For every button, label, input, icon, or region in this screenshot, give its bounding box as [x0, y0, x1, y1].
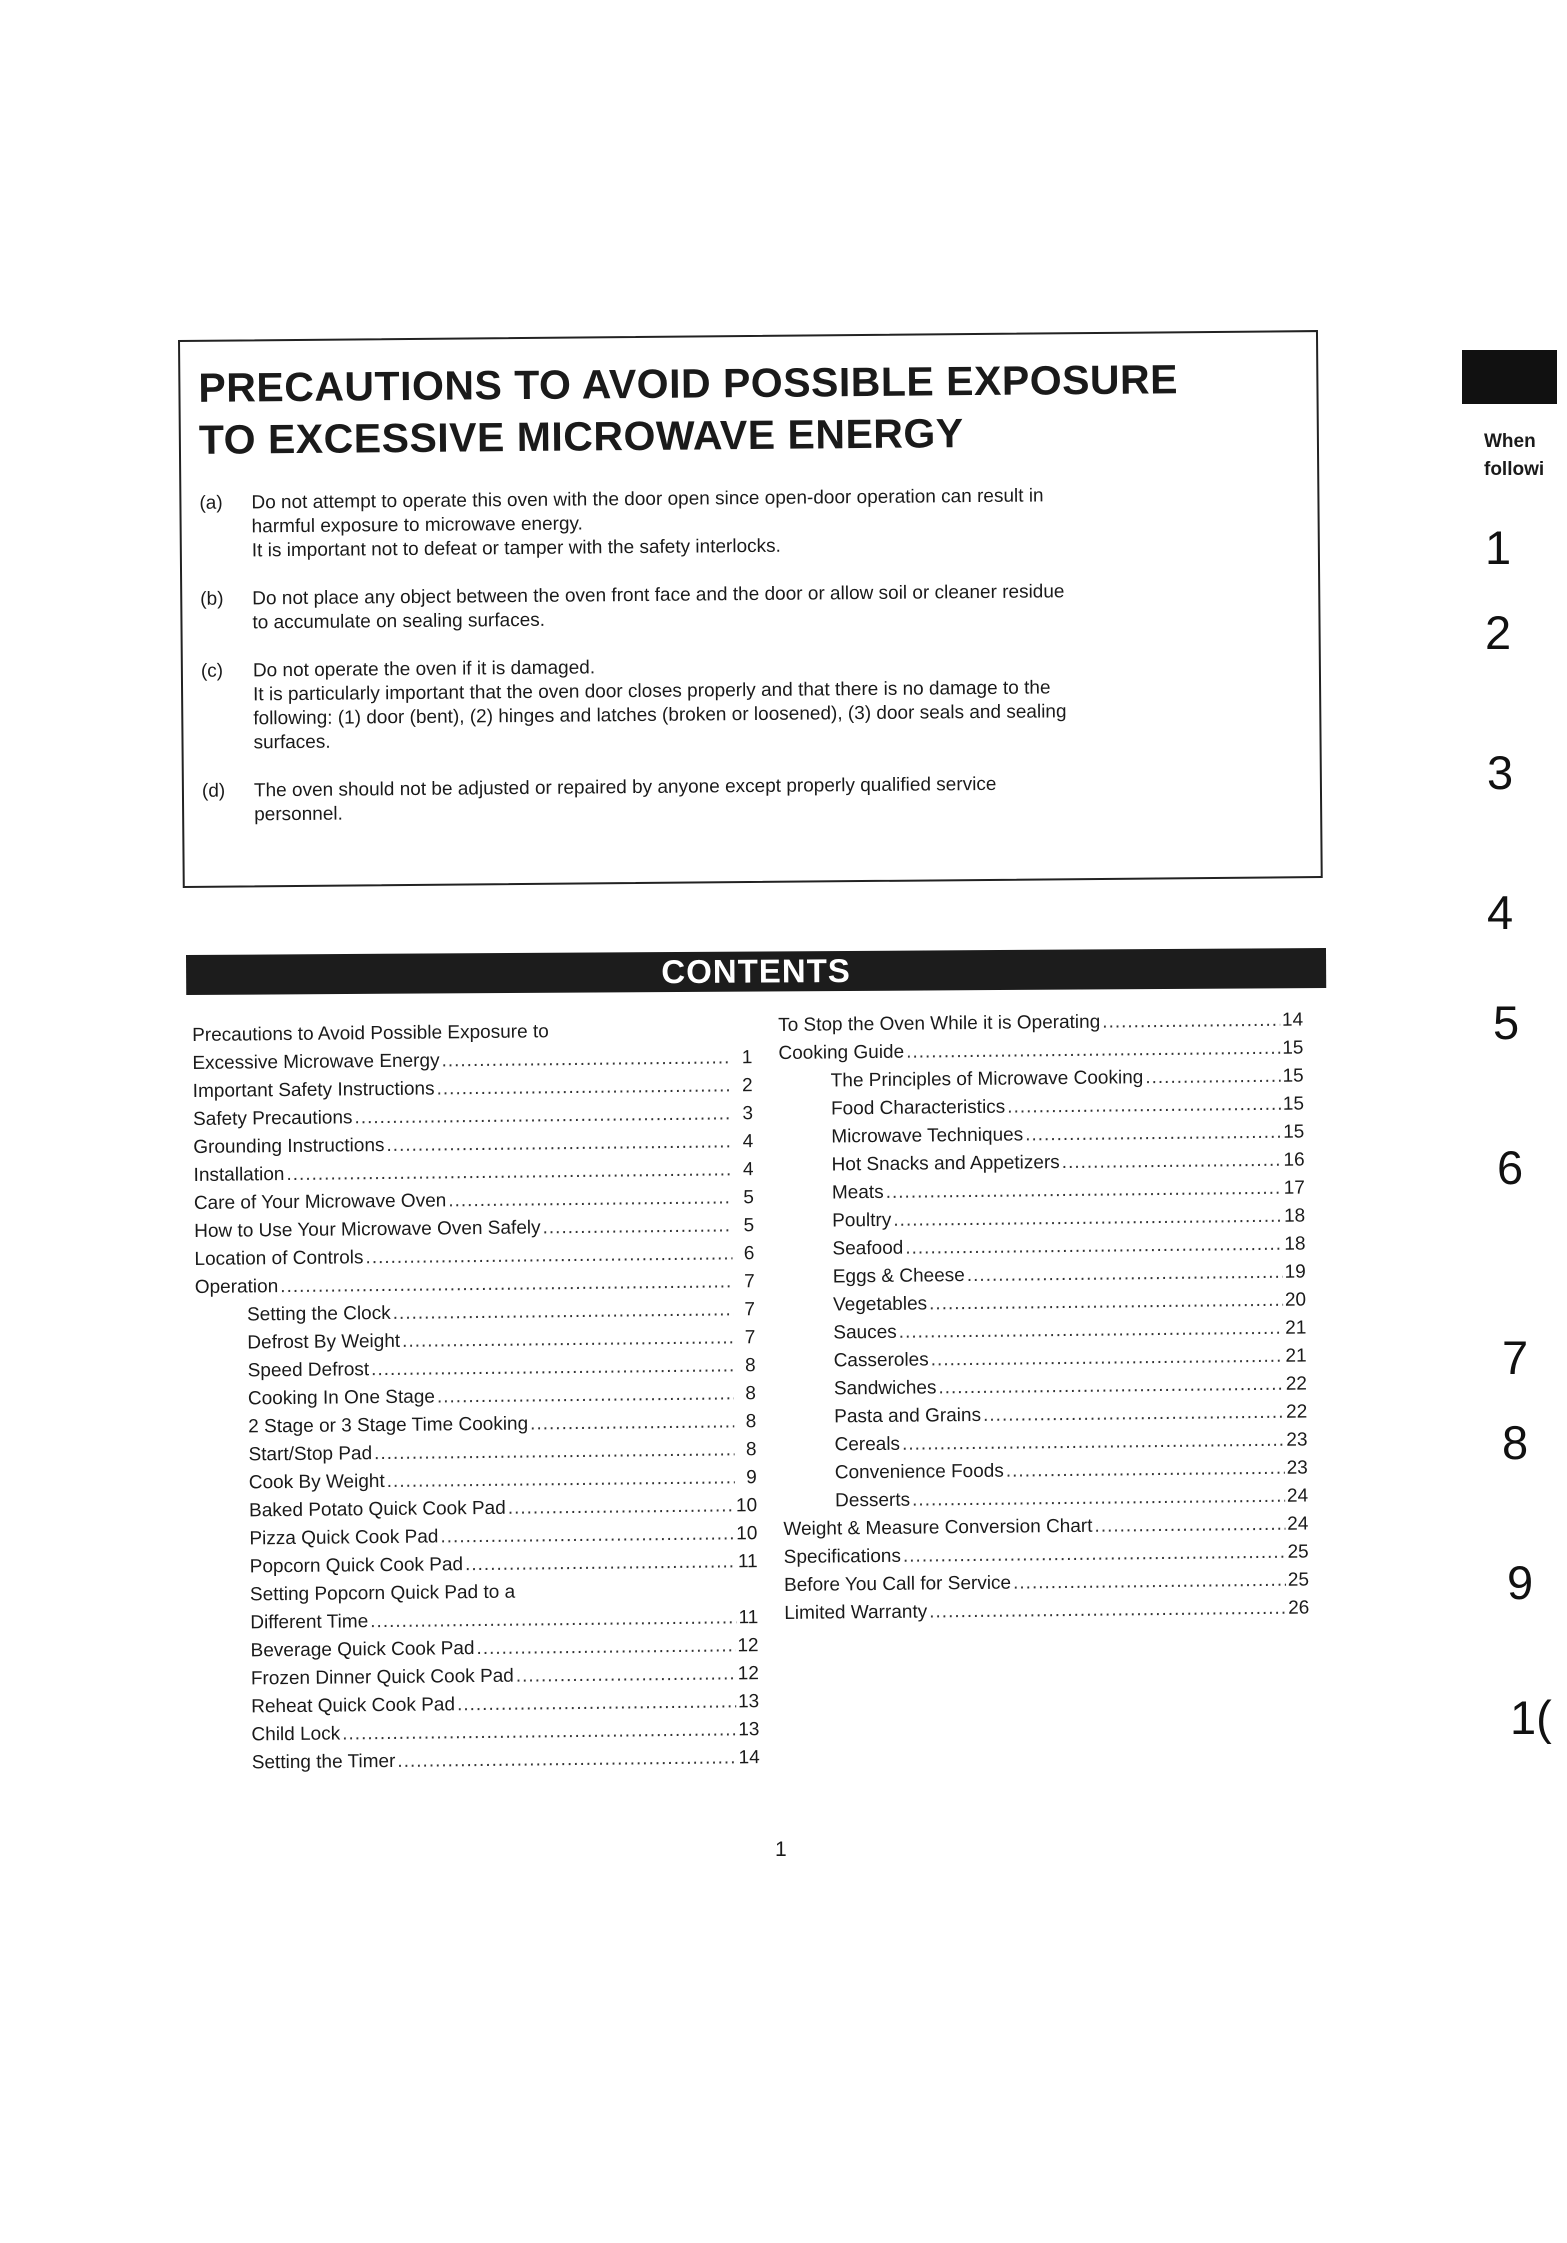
precaution-letter: (a) [199, 492, 223, 514]
precaution-line: Do not place any object between the oven front face and the door or allow soil or cleaner residue [252, 581, 1065, 610]
toc-entry-label: Microwave Techniques [831, 1124, 1024, 1148]
toc-entry-page: 12 [737, 1663, 759, 1685]
side-tab-block [1462, 350, 1557, 404]
toc-entry-label: 2 Stage or 3 Stage Time Cooking [248, 1413, 529, 1438]
toc-leader-dots [1145, 1063, 1281, 1092]
precaution-line: harmful exposure to microwave energy. [251, 513, 583, 538]
toc-entry-page: 12 [737, 1635, 759, 1657]
toc-entry-page: 8 [745, 1439, 757, 1461]
toc-entry-label: Desserts [835, 1489, 911, 1512]
toc-entry-page: 7 [744, 1327, 756, 1349]
toc-leader-dots [436, 1072, 730, 1103]
toc-leader-dots [902, 1427, 1285, 1459]
contents-banner [186, 948, 1326, 995]
toc-leader-dots [886, 1175, 1282, 1207]
toc-entry-page: 18 [1283, 1205, 1306, 1227]
toc-entry-label: Cooking Guide [778, 1041, 905, 1064]
side-tab-number: 9 [1507, 1556, 1534, 1609]
toc-entry-label: Pizza Quick Cook Pad [249, 1526, 439, 1550]
toc-entry-page: 11 [737, 1551, 758, 1573]
toc-leader-dots [899, 1315, 1284, 1347]
toc-entry-label: Vegetables [832, 1293, 928, 1316]
toc-entry-page: 26 [1288, 1597, 1310, 1619]
toc-entry-label: To Stop the Oven While it is Operating [778, 1011, 1101, 1036]
toc-entry-label: Start/Stop Pad [248, 1443, 373, 1466]
toc-entry-label: How to Use Your Microwave Oven Safely [194, 1217, 541, 1242]
toc-leader-dots [929, 1287, 1283, 1319]
toc-entry-page: 13 [737, 1691, 760, 1713]
toc-entry-page: 23 [1286, 1429, 1308, 1451]
toc-entry-page: 21 [1285, 1345, 1307, 1367]
toc-entry-page: 25 [1287, 1541, 1309, 1563]
toc-entry-label: Precautions to Avoid Possible Exposure to [192, 1021, 549, 1046]
toc-entry-page: 2 [742, 1075, 753, 1097]
side-tab-number: 2 [1485, 606, 1512, 659]
toc-entry-label: Child Lock [251, 1723, 341, 1746]
toc-entry-label: Reheat Quick Cook Pad [251, 1694, 456, 1718]
precautions-title-line1: PRECAUTIONS TO AVOID POSSIBLE EXPOSURE [198, 356, 1179, 411]
side-tab-number: 6 [1497, 1141, 1524, 1194]
toc-leader-dots [1094, 1511, 1285, 1541]
toc-entry-page: 8 [744, 1355, 756, 1377]
precaution-line: It is important not to defeat or tamper with the safety interlocks. [251, 535, 781, 562]
toc-entry-page: 6 [743, 1243, 755, 1265]
toc-entry-label: Speed Defrost [247, 1359, 370, 1382]
toc-entry-label: Grounding Instructions [193, 1134, 385, 1158]
toc-leader-dots [893, 1203, 1282, 1235]
toc-entry-label: Operation [194, 1276, 279, 1298]
toc-leader-dots [437, 1380, 734, 1411]
toc-leader-dots [1013, 1567, 1286, 1598]
toc-entry-page: 11 [738, 1607, 759, 1629]
toc-entry-label: Setting Popcorn Quick Pad to a [249, 1581, 516, 1606]
toc-entry-page: 25 [1287, 1569, 1310, 1591]
toc-leader-dots [929, 1595, 1286, 1627]
side-tab-note [1484, 428, 1544, 484]
toc-leader-dots [1102, 1007, 1280, 1037]
toc-leader-dots [1062, 1147, 1282, 1177]
toc-entry-page: 7 [744, 1299, 756, 1321]
side-tab-number: 1( [1510, 1691, 1552, 1744]
toc-entry-label: Hot Snacks and Appetizers [831, 1152, 1060, 1176]
toc-leader-dots [912, 1483, 1285, 1515]
toc-leader-dots [508, 1492, 734, 1522]
toc-entry-label: Beverage Quick Cook Pad [250, 1638, 475, 1662]
toc-entry-label: Limited Warranty [784, 1601, 928, 1624]
precaution-item [199, 482, 1300, 564]
toc-entry-page: 15 [1282, 1093, 1305, 1115]
toc-entry-page: 16 [1283, 1149, 1305, 1171]
toc-leader-dots [441, 1044, 730, 1075]
toc-entry-page: 10 [736, 1523, 758, 1545]
toc-entry-page: 14 [738, 1747, 760, 1769]
toc-entry-label: Excessive Microwave Energy [192, 1050, 440, 1074]
toc-leader-dots [386, 1128, 731, 1160]
toc-leader-dots [402, 1324, 734, 1355]
toc-entry-label: The Principles of Microwave Cooking [830, 1067, 1144, 1092]
toc-entry-label: Popcorn Quick Cook Pad [249, 1554, 464, 1578]
toc-entry-label: Pasta and Grains [834, 1404, 982, 1428]
precautions-title [198, 352, 1299, 466]
toc-entry-label: Location of Controls [194, 1247, 364, 1270]
toc-entry-label: Baked Potato Quick Cook Pad [249, 1497, 506, 1522]
toc-leader-dots [354, 1100, 731, 1132]
toc-entry-page: 10 [735, 1495, 758, 1517]
toc-leader-dots [371, 1352, 734, 1384]
toc-entry-label: Different Time [250, 1611, 369, 1634]
toc-entry-page: 15 [1283, 1121, 1305, 1143]
toc-entry-page: 14 [1281, 1009, 1304, 1031]
toc-entry-label: Cereals [834, 1433, 901, 1456]
toc-leader-dots [905, 1231, 1282, 1263]
toc-leader-dots [931, 1343, 1284, 1375]
toc-leader-dots [374, 1436, 735, 1468]
toc-entry-page: 8 [745, 1383, 757, 1405]
toc-entry-page: 22 [1285, 1401, 1308, 1423]
toc-entry-label: Food Characteristics [830, 1096, 1006, 1120]
toc-entry-label: Important Safety Instructions [192, 1078, 435, 1102]
toc-entry-label: Safety Precautions [192, 1107, 353, 1130]
precaution-line: following: (1) door (bent), (2) hinges and latches (broken or loosened), (3) door seals and sealing [253, 701, 1067, 730]
toc-right-column [778, 1007, 1309, 1628]
precaution-letter: (b) [200, 588, 224, 610]
toc-entry [198, 1548, 758, 1582]
toc-leader-dots [967, 1259, 1283, 1290]
toc-leader-dots [542, 1212, 732, 1242]
contents-heading: CONTENTS [661, 951, 851, 991]
toc-entry-label: Before You Call for Service [783, 1572, 1012, 1596]
side-tab-note-line2: followi [1484, 459, 1545, 480]
toc-entry-label: Defrost By Weight [247, 1330, 401, 1354]
precaution-line: Do not operate the oven if it is damaged. [252, 657, 596, 682]
side-tab-number: 7 [1502, 1331, 1529, 1384]
toc-entry-label: Poultry [832, 1209, 892, 1232]
toc-entry-page: 21 [1285, 1317, 1307, 1339]
precaution-item [202, 770, 1302, 828]
toc-entry-label: Cooking In One Stage [247, 1386, 436, 1410]
side-tab-number: 1 [1485, 521, 1512, 574]
toc-left-column [192, 1016, 760, 1778]
toc-entry-page: 5 [743, 1215, 755, 1237]
precaution-line: surfaces. [253, 731, 331, 754]
toc-entry-page: 5 [743, 1187, 754, 1209]
toc-entry-page: 4 [742, 1159, 754, 1181]
side-tab-number: 3 [1487, 746, 1514, 799]
side-tab-note-line1: When [1484, 431, 1536, 452]
toc-entry-page: 15 [1282, 1065, 1304, 1087]
toc-entry-label: Frozen Dinner Quick Cook Pad [250, 1665, 514, 1690]
toc-entry-page: 20 [1284, 1289, 1307, 1311]
toc-entry-label: Installation [193, 1164, 285, 1186]
toc-entry-label: Setting the Timer [251, 1750, 396, 1774]
side-tab-number: 4 [1487, 886, 1514, 939]
toc-entry-page: 7 [744, 1271, 755, 1293]
toc-leader-dots [1025, 1119, 1281, 1150]
toc-entry-page: 23 [1286, 1457, 1308, 1479]
toc-leader-dots [903, 1539, 1286, 1571]
page-number: 1 [775, 1838, 787, 1861]
precaution-line: It is particularly important that the oven door closes properly and that there is no damage to the [253, 677, 1051, 706]
toc-leader-dots [387, 1464, 735, 1496]
toc-leader-dots [465, 1548, 736, 1579]
toc-entry-page: 24 [1286, 1485, 1309, 1507]
toc-entry-label: Sauces [833, 1321, 897, 1344]
toc-entry-page: 24 [1287, 1513, 1309, 1535]
toc-leader-dots [938, 1371, 1284, 1403]
precaution-letter: (c) [200, 660, 224, 682]
toc-entry-label: Eggs & Cheese [832, 1265, 965, 1288]
toc-entry-page: 22 [1285, 1373, 1308, 1395]
toc-leader-dots [530, 1408, 734, 1438]
toc-leader-dots [365, 1240, 732, 1272]
toc-leader-dots [440, 1520, 734, 1551]
toc-entry [200, 1744, 760, 1778]
toc-leader-dots [1007, 1091, 1281, 1122]
precaution-item [201, 650, 1302, 756]
toc-entry-page: 9 [746, 1467, 757, 1489]
precaution-letter: (d) [201, 780, 226, 802]
precaution-item [200, 578, 1300, 636]
toc-entry-page: 18 [1284, 1233, 1306, 1255]
toc-entry-page: 15 [1282, 1037, 1304, 1059]
toc-leader-dots [516, 1660, 736, 1690]
toc-entry-label: Casseroles [833, 1349, 929, 1372]
toc-leader-dots [393, 1296, 734, 1328]
toc-leader-dots [448, 1184, 732, 1215]
precaution-line: The oven should not be adjusted or repaired by anyone except properly qualified service [253, 773, 997, 802]
toc-leader-dots [457, 1688, 736, 1719]
toc-entry-page: 17 [1283, 1177, 1305, 1199]
toc-entry-label: Setting the Clock [246, 1302, 391, 1326]
toc-entry-page: 3 [742, 1103, 754, 1125]
toc-entry-label: Sandwiches [833, 1377, 937, 1400]
toc-leader-dots [342, 1716, 736, 1748]
toc-leader-dots [906, 1035, 1280, 1067]
precaution-line: personnel. [254, 803, 343, 826]
toc-entry-label: Meats [831, 1181, 884, 1204]
toc-entry-label: Specifications [783, 1545, 902, 1568]
toc-entry-label: Care of Your Microwave Oven [193, 1190, 447, 1214]
toc-leader-dots [397, 1744, 737, 1776]
side-tab-number: 5 [1493, 996, 1520, 1049]
toc-entry-page: 13 [738, 1719, 760, 1741]
toc-leader-dots [476, 1632, 735, 1663]
toc-leader-dots [1006, 1455, 1285, 1486]
toc-entry-page: 1 [741, 1047, 753, 1069]
toc-entry-label: Seafood [832, 1237, 904, 1260]
toc-entry-label: Cook By Weight [248, 1471, 385, 1494]
precaution-line: Do not attempt to operate this oven with the door open since open-door operation can result in [251, 485, 1044, 514]
toc-entry [784, 1594, 1309, 1627]
toc-entry-label: Convenience Foods [834, 1460, 1004, 1484]
toc-entry-page: 8 [745, 1411, 757, 1433]
toc-entry-page: 4 [742, 1131, 754, 1153]
toc-leader-dots [370, 1604, 736, 1636]
precautions-box [178, 330, 1323, 888]
toc-entry-label: Weight & Measure Conversion Chart [783, 1515, 1093, 1540]
toc-leader-dots [983, 1399, 1284, 1430]
precautions-title-line2: TO EXCESSIVE MICROWAVE ENERGY [198, 410, 964, 463]
precaution-line: to accumulate on sealing surfaces. [252, 609, 546, 634]
side-tab-number: 8 [1502, 1416, 1529, 1469]
toc-entry-page: 19 [1284, 1261, 1306, 1283]
